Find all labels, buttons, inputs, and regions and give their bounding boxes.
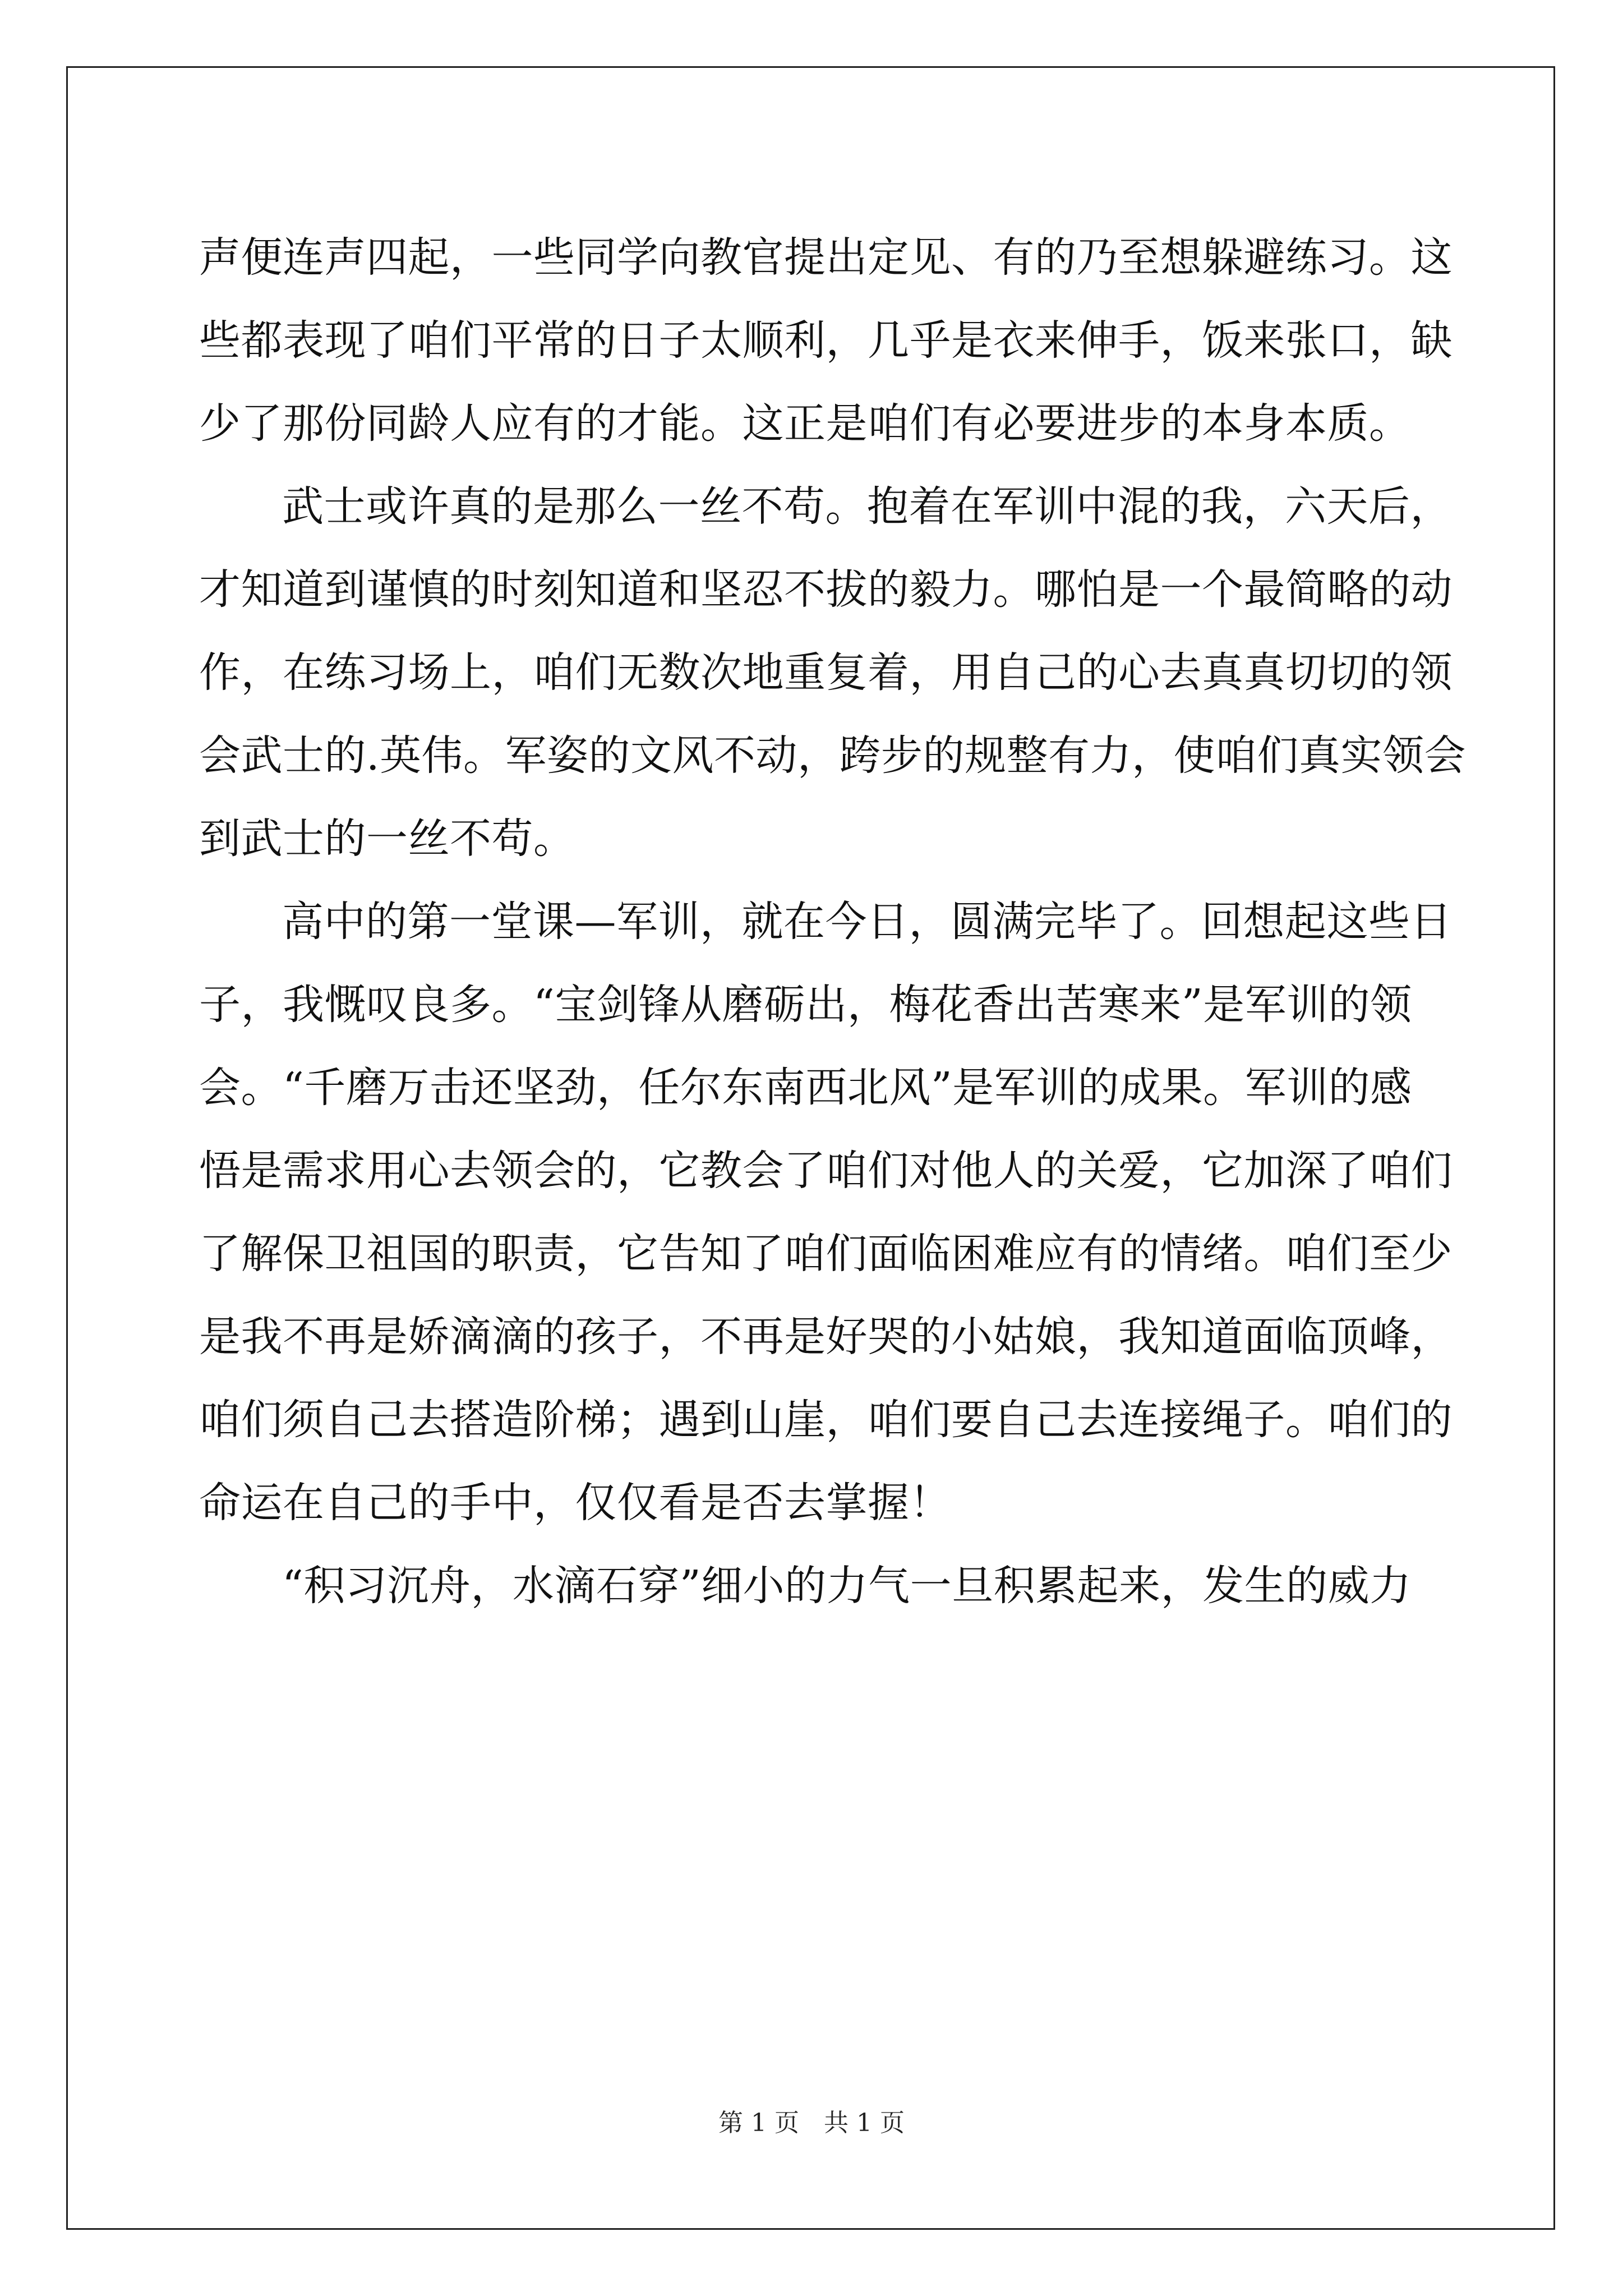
text-line: 到武士的一丝不苟。 xyxy=(199,815,575,863)
text-line: 会武士的.英伟。军姿的文风不动，跨步的规整有力，使咱们真实领会 xyxy=(199,731,1467,780)
text-line: 命运在自己的手中，仅仅看是否去掌握！ xyxy=(199,1479,951,1527)
text-line: 子，我慨叹良多。“宝剑锋从磨砺出，梅花香出苦寒来”是军训的领 xyxy=(199,981,1412,1029)
text-line: 会。“千磨万击还坚劲，任尔东南西北风”是军训的成果。军训的感 xyxy=(199,1064,1412,1112)
text-line: “积习沉舟，水滴石穿”细小的力气一旦积累起来，发生的威力 xyxy=(282,1562,1412,1610)
page-number-footer: 第 1 页 共 1 页 xyxy=(718,2109,905,2137)
text-line: 武士或许真的是那么一丝不苟。抱着在军训中混的我，六天后， xyxy=(282,482,1452,531)
text-line: 些都表现了咱们平常的日子太顺利，几乎是衣来伸手，饭来张口，缺 xyxy=(199,316,1453,365)
text-line: 声便连声四起，一些同学向教官提出定见、有的乃至想躲避练习。这 xyxy=(199,233,1453,282)
document-body xyxy=(199,216,1467,1627)
text-line: 才知道到谨慎的时刻知道和坚忍不拔的毅力。哪怕是一个最简略的动 xyxy=(199,565,1453,614)
text-line: 悟是需求用心去领会的，它教会了咱们对他人的关爱，它加深了咱们 xyxy=(199,1147,1453,1195)
text-line: 是我不再是娇滴滴的孩子，不再是好哭的小姑娘，我知道面临顶峰， xyxy=(199,1313,1453,1361)
text-line: 作，在练习场上，咱们无数次地重复着，用自己的心去真真切切的领 xyxy=(199,648,1453,697)
text-line: 少了那份同龄人应有的才能。这正是咱们有必要进步的本身本质。 xyxy=(199,399,1411,448)
text-line: 高中的第一堂课—军训，就在今日，圆满完毕了。回想起这些日 xyxy=(282,898,1452,946)
text-line: 了解保卫祖国的职责，它告知了咱们面临困难应有的情绪。咱们至少 xyxy=(199,1230,1453,1278)
text-line: 咱们须自己去搭造阶梯；遇到山崖，咱们要自己去连接绳子。咱们的 xyxy=(199,1396,1453,1444)
